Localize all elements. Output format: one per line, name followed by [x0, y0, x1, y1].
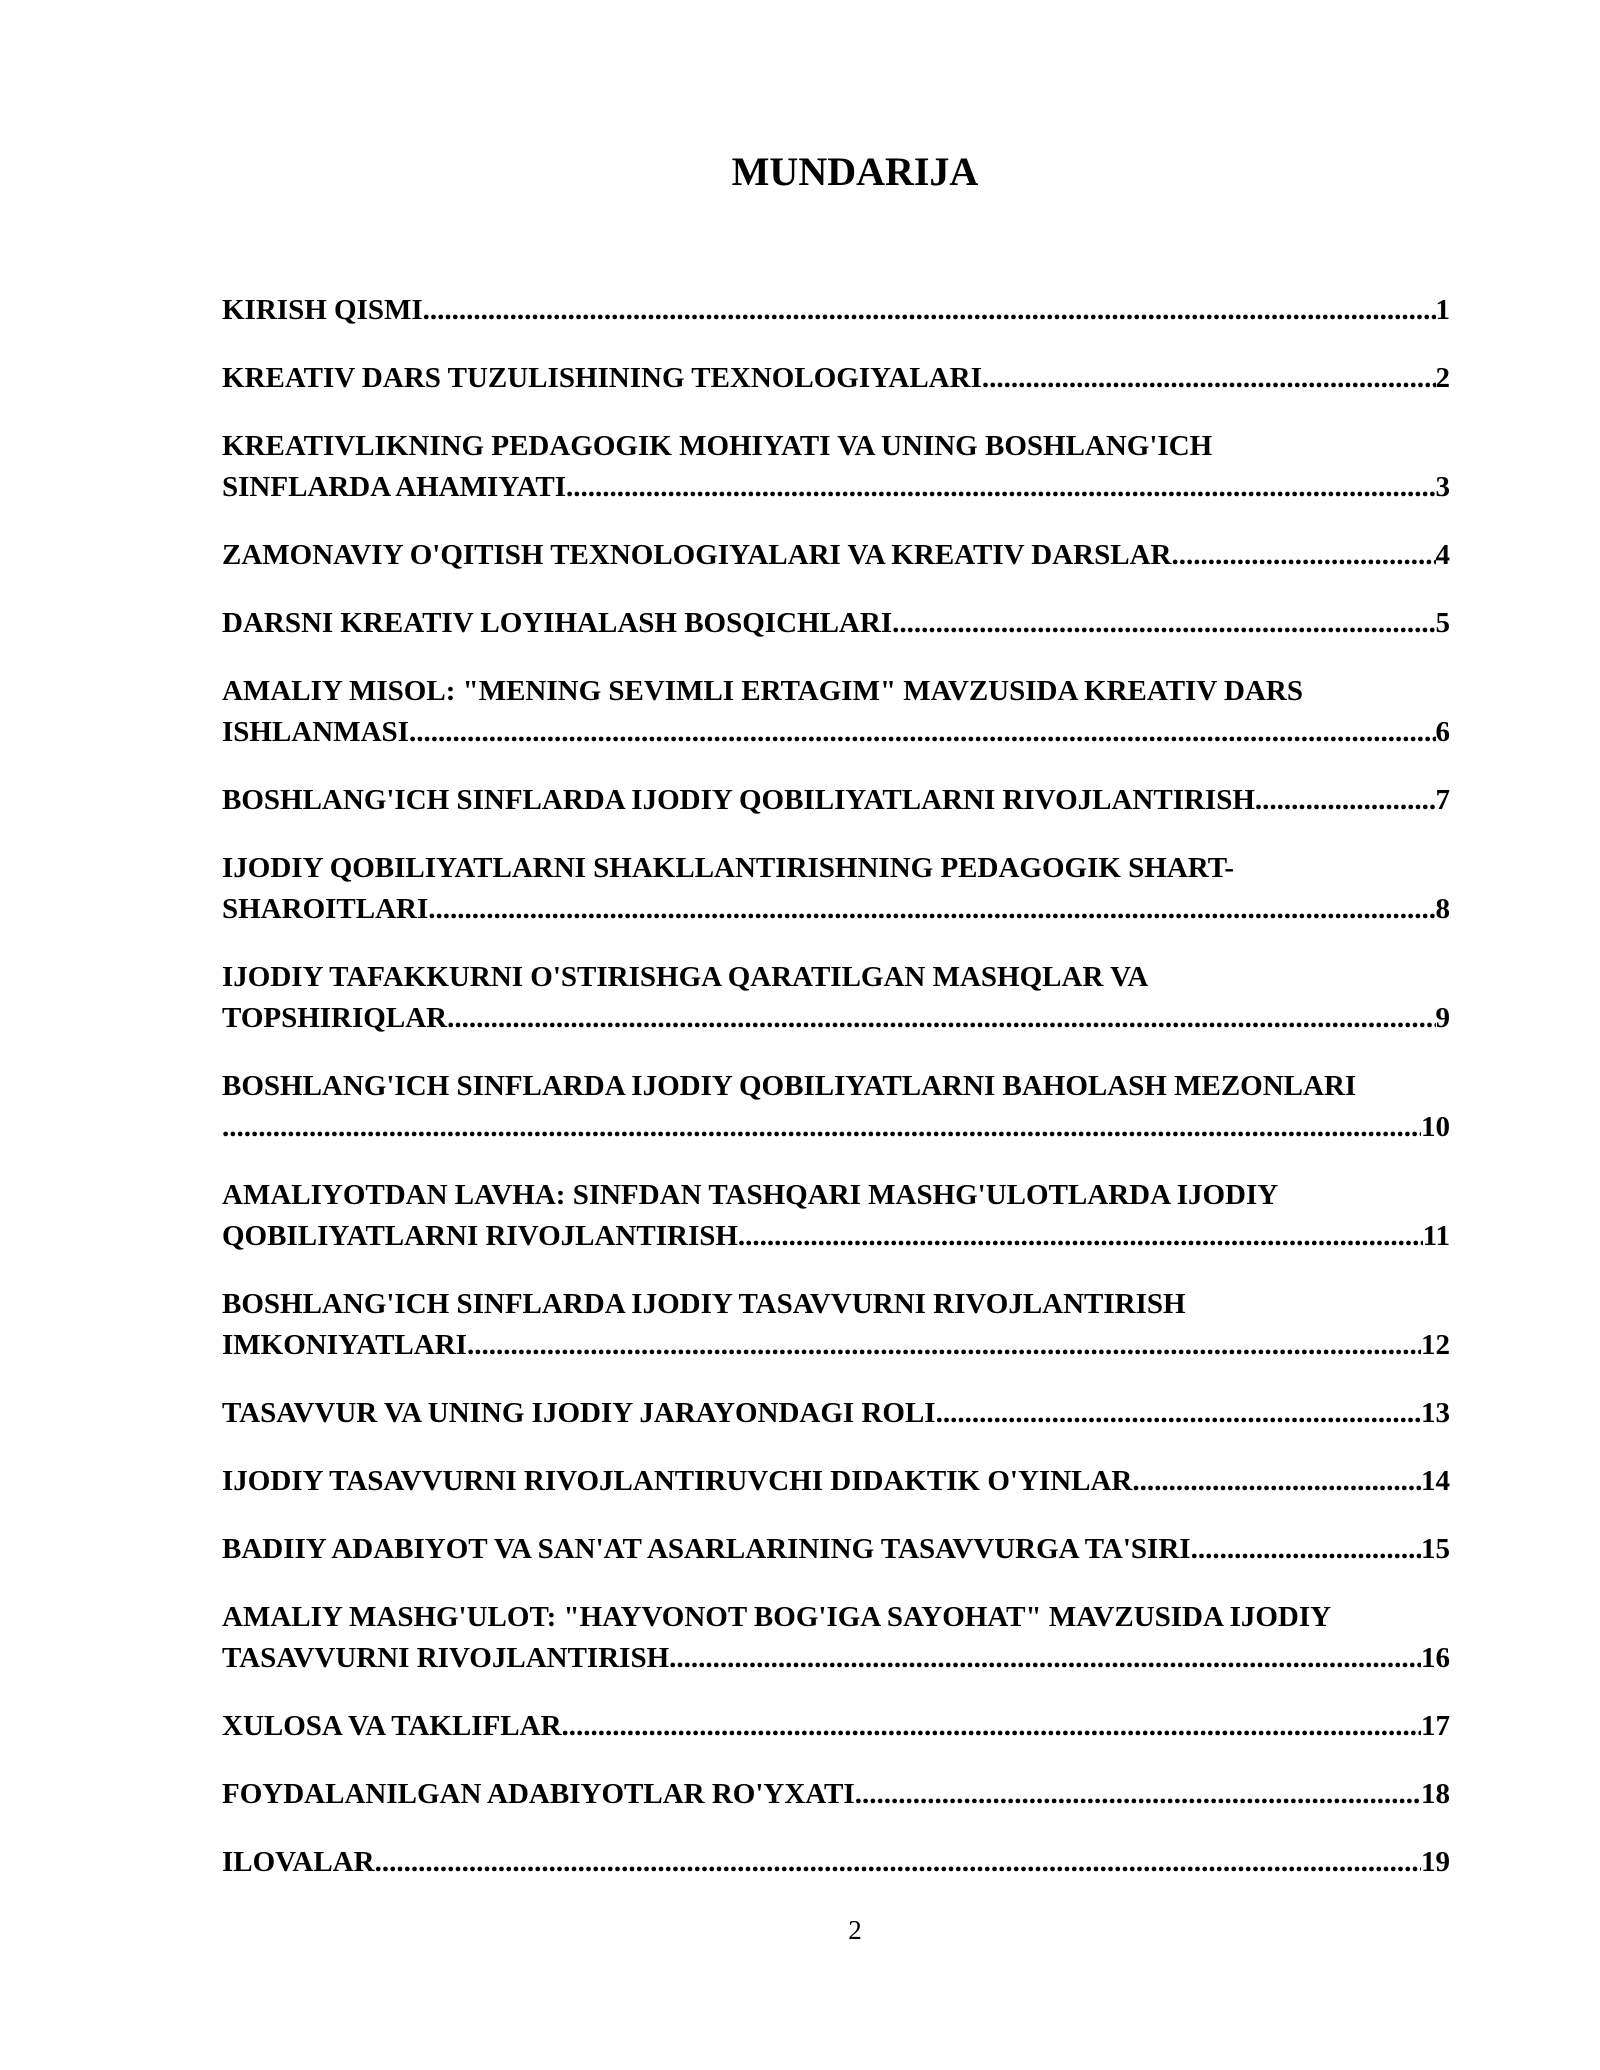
- toc-entry-title-line: BOSHLANG'ICH SINFLARDA IJODIY TASAVVURNI RIVOJLANTIRISH: [222, 1288, 1186, 1320]
- toc-entry-page-number: 8: [1435, 893, 1450, 925]
- toc-entry-leader-line: [222, 998, 1450, 1039]
- dot-leader: [222, 1107, 1421, 1148]
- toc-entry-page-number: 18: [1421, 1778, 1450, 1810]
- dot-leader: [892, 603, 1435, 644]
- toc-entry-page-number: 19: [1421, 1846, 1450, 1878]
- toc-entry-title-line: AMALIY MASHG'ULOT: "HAYVONOT BOG'IGA SAYOHAT" MAVZUSIDA IJODIY: [222, 1601, 1332, 1633]
- toc-entry[interactable]: [222, 1529, 1450, 1570]
- toc-entry-page-number: 16: [1421, 1642, 1450, 1674]
- table-of-contents: [222, 290, 1450, 1910]
- toc-entry-title-line: BADIIY ADABIYOT VA SAN'AT ASARLARINING TASAVVURGA TA'SIRI: [222, 1533, 1191, 1565]
- toc-entry-page-number: 4: [1435, 539, 1450, 571]
- toc-entry-page-number: 2: [1435, 362, 1450, 394]
- toc-entry-title-line: XULOSA VA TAKLIFLAR: [222, 1710, 562, 1742]
- toc-entry[interactable]: [222, 780, 1450, 821]
- toc-entry-title-line: KREATIVLIKNING PEDAGOGIK MOHIYATI VA UNING BOSHLANG'ICH: [222, 430, 1213, 462]
- toc-entry-page-number: 9: [1435, 1002, 1450, 1034]
- dot-leader: [566, 467, 1435, 508]
- toc-entry-title-line: SINFLARDA AHAMIYATI: [222, 471, 567, 503]
- toc-entry-page-number: 17: [1421, 1710, 1450, 1742]
- toc-entry-title-line: AMALIYOTDAN LAVHA: SINFDAN TASHQARI MASHG'ULOTLARDA IJODIY: [222, 1179, 1279, 1211]
- toc-entry-page-number: 11: [1422, 1220, 1450, 1252]
- toc-entry-title-line: SHAROITLARI: [222, 893, 429, 925]
- dot-leader: [669, 1638, 1421, 1679]
- toc-entry[interactable]: [222, 535, 1450, 576]
- toc-entry-page-number: 5: [1435, 607, 1450, 639]
- toc-entry-leader-line: [222, 1393, 1450, 1434]
- toc-entry-leader-line: [222, 1325, 1450, 1366]
- toc-entry-page-number: 12: [1421, 1329, 1450, 1361]
- toc-entry[interactable]: [222, 358, 1450, 399]
- dot-leader: [562, 1706, 1421, 1747]
- toc-entry-page-number: 15: [1421, 1533, 1450, 1565]
- toc-entry[interactable]: [222, 848, 1450, 930]
- dot-leader: [738, 1216, 1423, 1257]
- dot-leader: [936, 1393, 1421, 1434]
- toc-entry-leader-line: [222, 1638, 1450, 1679]
- toc-entry[interactable]: [222, 957, 1450, 1039]
- page-title: MUNDARIJA: [731, 149, 979, 194]
- toc-entry[interactable]: [222, 1393, 1450, 1434]
- toc-entry[interactable]: [222, 1175, 1450, 1257]
- toc-entry-title-line: IJODIY QOBILIYATLARNI SHAKLLANTIRISHNING PEDAGOGIK SHART-: [222, 852, 1235, 884]
- toc-entry-title-line: IMKONIYATLARI: [222, 1329, 467, 1361]
- toc-entry[interactable]: [222, 1706, 1450, 1747]
- toc-entry[interactable]: [222, 426, 1450, 508]
- toc-entry-title-line: IJODIY TAFAKKURNI O'STIRISHGA QARATILGAN MASHQLAR VA: [222, 961, 1149, 993]
- toc-entry-title-line: ISHLANMASI: [222, 716, 409, 748]
- toc-entry[interactable]: [222, 671, 1450, 753]
- toc-entry[interactable]: [222, 1774, 1450, 1815]
- dot-leader: [1132, 1461, 1421, 1502]
- toc-entry-title-line: TOPSHIRIQLAR: [222, 1002, 448, 1034]
- dot-leader: [982, 358, 1436, 399]
- toc-entry-leader-line: [222, 1774, 1450, 1815]
- toc-entry-title-line: ILOVALAR: [222, 1846, 375, 1878]
- toc-entry-leader-line: [222, 889, 1450, 930]
- toc-entry-page-number: 10: [1421, 1111, 1450, 1143]
- toc-entry[interactable]: [222, 1597, 1450, 1679]
- dot-leader: [1191, 1529, 1421, 1570]
- page-number: 2: [848, 1915, 862, 1945]
- toc-entry-title-line: QOBILIYATLARNI RIVOJLANTIRISH: [222, 1220, 738, 1252]
- toc-entry-title-line: TASAVVUR VA UNING IJODIY JARAYONDAGI ROLI: [222, 1397, 936, 1429]
- dot-leader: [428, 889, 1435, 930]
- toc-entry-title-line: TASAVVURNI RIVOJLANTIRISH: [222, 1642, 670, 1674]
- toc-entry-leader-line: [222, 603, 1450, 644]
- toc-entry-title-line: FOYDALANILGAN ADABIYOTLAR RO'YXATI: [222, 1778, 855, 1810]
- dot-leader: [409, 712, 1436, 753]
- toc-entry-leader-line: [222, 290, 1450, 331]
- dot-leader: [855, 1774, 1421, 1815]
- toc-entry-title-line: AMALIY MISOL: "MENING SEVIMLI ERTAGIM" MAVZUSIDA KREATIV DARS: [222, 675, 1303, 707]
- toc-entry[interactable]: [222, 1461, 1450, 1502]
- toc-entry-leader-line: [222, 358, 1450, 399]
- toc-entry-title-line: BOSHLANG'ICH SINFLARDA IJODIY QOBILIYATLARNI BAHOLASH MEZONLARI: [222, 1070, 1357, 1102]
- dot-leader: [1171, 535, 1435, 576]
- toc-entry-page-number: 1: [1435, 294, 1450, 326]
- toc-entry-leader-line: [222, 1216, 1450, 1257]
- toc-entry-leader-line: [222, 1706, 1450, 1747]
- toc-entry-page-number: 7: [1435, 784, 1450, 816]
- dot-leader: [447, 998, 1435, 1039]
- toc-entry[interactable]: [222, 290, 1450, 331]
- toc-entry-title-line: DARSNI KREATIV LOYIHALASH BOSQICHLARI: [222, 607, 893, 639]
- dot-leader: [423, 290, 1436, 331]
- dot-leader: [1255, 780, 1436, 821]
- toc-entry-title-line: KREATIV DARS TUZULISHINING TEXNOLOGIYALARI: [222, 362, 982, 394]
- toc-entry-leader-line: [222, 535, 1450, 576]
- toc-entry[interactable]: [222, 603, 1450, 644]
- toc-entry-title-line: ZAMONAVIY O'QITISH TEXNOLOGIYALARI VA KREATIV DARSLAR: [222, 539, 1172, 571]
- toc-entry-leader-line: [222, 1461, 1450, 1502]
- toc-entry[interactable]: [222, 1842, 1450, 1883]
- toc-entry-page-number: 6: [1435, 716, 1450, 748]
- toc-entry-title-line: KIRISH QISMI: [222, 294, 423, 326]
- toc-entry-title-line: IJODIY TASAVVURNI RIVOJLANTIRUVCHI DIDAKTIK O'YINLAR: [222, 1465, 1133, 1497]
- toc-entry-page-number: 3: [1435, 471, 1450, 503]
- toc-entry-leader-line: [222, 1107, 1450, 1148]
- toc-entry-leader-line: [222, 1529, 1450, 1570]
- dot-leader: [467, 1325, 1421, 1366]
- toc-entry-leader-line: [222, 780, 1450, 821]
- dot-leader: [375, 1842, 1421, 1883]
- toc-entry-leader-line: [222, 467, 1450, 508]
- toc-entry[interactable]: [222, 1284, 1450, 1366]
- toc-entry-page-number: 14: [1421, 1465, 1450, 1497]
- toc-entry-title-line: BOSHLANG'ICH SINFLARDA IJODIY QOBILIYATLARNI RIVOJLANTIRISH: [222, 784, 1255, 816]
- toc-entry-leader-line: [222, 712, 1450, 753]
- toc-entry[interactable]: [222, 1066, 1450, 1148]
- toc-entry-page-number: 13: [1421, 1397, 1450, 1429]
- toc-entry-leader-line: [222, 1842, 1450, 1883]
